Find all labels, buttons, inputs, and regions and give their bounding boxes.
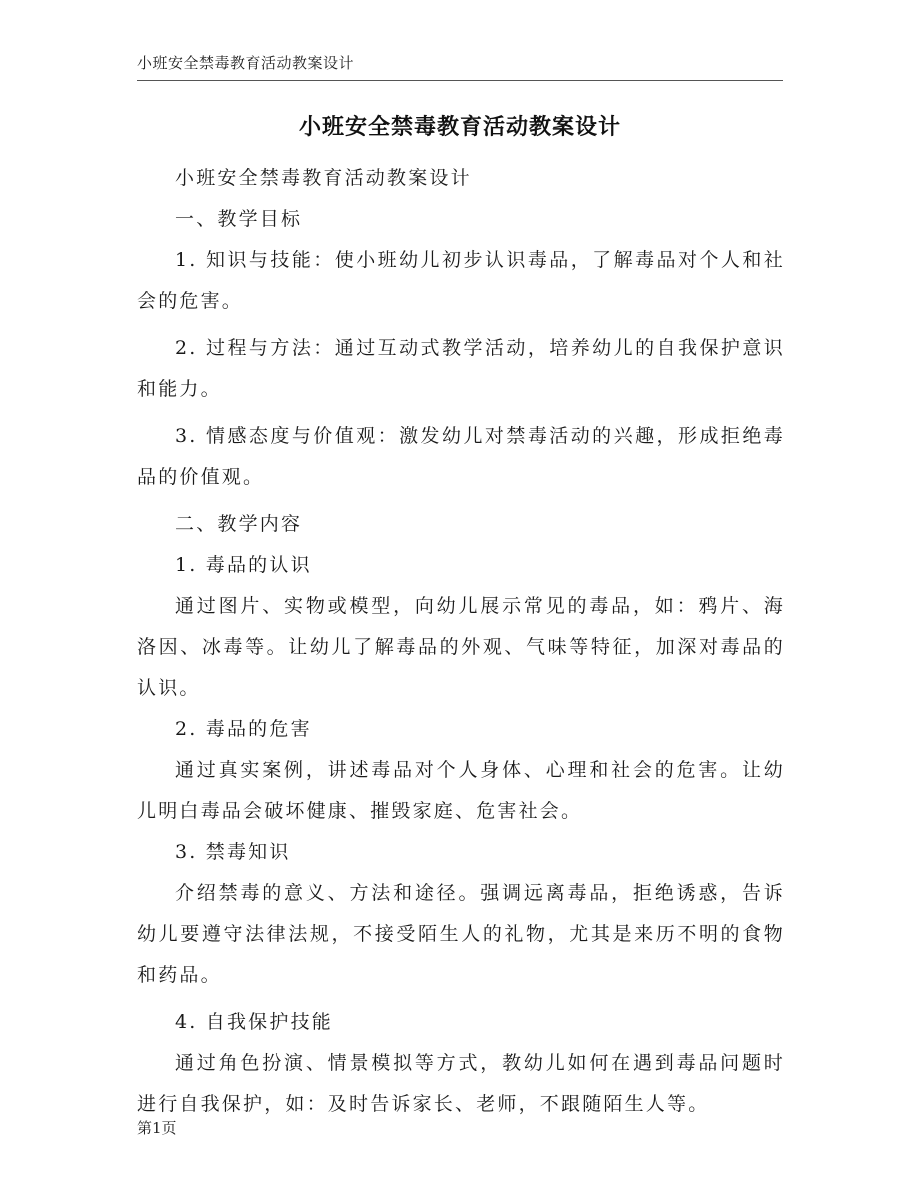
objective-item: 2. 过程与方法：通过互动式教学活动，培养幼儿的自我保护意识和能力。 xyxy=(137,337,785,400)
header-divider xyxy=(137,80,783,81)
content-subheading: 3. 禁毒知识 xyxy=(175,841,291,863)
intro-paragraph: 小班安全禁毒教育活动教案设计 xyxy=(175,167,472,189)
content-paragraph: 介绍禁毒的意义、方法和途径。强调远离毒品，拒绝诱惑，告诉幼儿要遵守法律法规，不接受陌生人的礼物，尤其是来历不明的食物和药品。 xyxy=(137,882,785,986)
content-paragraph: 通过角色扮演、情景模拟等方式，教幼儿如何在遇到毒品问题时进行自我保护，如：及时告诉家长、老师，不跟随陌生人等。 xyxy=(137,1052,785,1115)
document-body xyxy=(137,158,785,1125)
section-heading-content: 二、教学内容 xyxy=(175,513,303,535)
running-header: 小班安全禁毒教育活动教案设计 xyxy=(137,54,355,72)
objective-item: 1. 知识与技能：使小班幼儿初步认识毒品，了解毒品对个人和社会的危害。 xyxy=(137,249,785,312)
section-heading-objectives: 一、教学目标 xyxy=(175,208,303,230)
content-subheading: 4. 自我保护技能 xyxy=(175,1011,333,1033)
document-title: 小班安全禁毒教育活动教案设计 xyxy=(298,114,621,140)
page-number: 第1页 xyxy=(137,1119,177,1137)
objective-item: 3. 情感态度与价值观：激发幼儿对禁毒活动的兴趣，形成拒绝毒品的价值观。 xyxy=(137,425,785,488)
content-paragraph: 通过图片、实物或模型，向幼儿展示常见的毒品，如：鸦片、海洛因、冰毒等。让幼儿了解毒品的外观、气味等特征，加深对毒品的认识。 xyxy=(137,595,785,699)
content-paragraph: 通过真实案例，讲述毒品对个人身体、心理和社会的危害。让幼儿明白毒品会破坏健康、摧毁家庭、危害社会。 xyxy=(137,759,785,822)
content-subheading: 2. 毒品的危害 xyxy=(175,718,312,740)
content-subheading: 1. 毒品的认识 xyxy=(175,554,312,576)
